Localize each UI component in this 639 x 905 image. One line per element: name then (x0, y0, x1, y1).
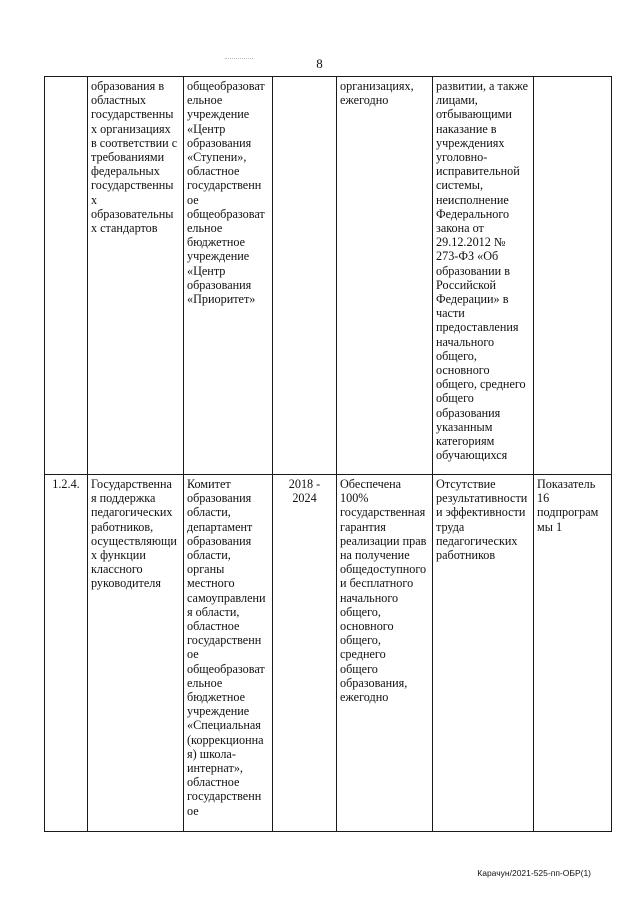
program-table (44, 76, 612, 832)
measure-cell: Государственна я поддержка педагогических работников, осуществляющи х функции классного руководителя (88, 475, 184, 832)
row-number-cell: 1.2.4. (45, 475, 88, 832)
table-row (45, 475, 612, 832)
table-row (45, 77, 612, 475)
years-cell: 2018 - 2024 (273, 475, 337, 832)
measure-cell: образования в областных государственны х организациях в соответствии с требованиями федеральных государственны х образовательны х стандартов (88, 77, 184, 475)
indicator-cell (534, 77, 612, 475)
executors-cell: Комитет образования области, департамент образования области, органы местного самоуправлени я области, областное государственн ое общеобразоват ельное бюджетное учреждение «Специальная (коррекционна я) школа- интернат», областное государственн ое (184, 475, 273, 832)
result-cell: организациях, ежегодно (337, 77, 433, 475)
executors-cell: общеобразоват ельное учреждение «Центр образования «Ступени», областное государственн ое общеобразоват ельное бюджетное учреждение «Центр образования «Приоритет» (184, 77, 273, 475)
consequences-cell: Отсутствие результативности и эффективности труда педагогических работников (433, 475, 534, 832)
years-cell (273, 77, 337, 475)
consequences-cell: развитии, а также лицами, отбывающими наказание в учреждениях уголовно- исправительной системы, неисполнение Федерального закона от 29.12.2012 № 273-ФЗ «Об образовании в Российской Федерации» в части предоставления начального общего, основного общего, среднего общего образования указанным категориям обучающихся (433, 77, 534, 475)
indicator-cell: Показатель 16 подпрограм мы 1 (534, 475, 612, 832)
page-number: 8 (316, 56, 323, 71)
result-cell: Обеспечена 100% государственная гарантия реализации прав на получение общедоступного и бесплатного начального общего, основного общего, среднего общего образования, ежегодно (337, 475, 433, 832)
document-code: Карачун/2021-525-пп-ОБР(1) (477, 868, 591, 878)
row-number-cell (45, 77, 88, 475)
